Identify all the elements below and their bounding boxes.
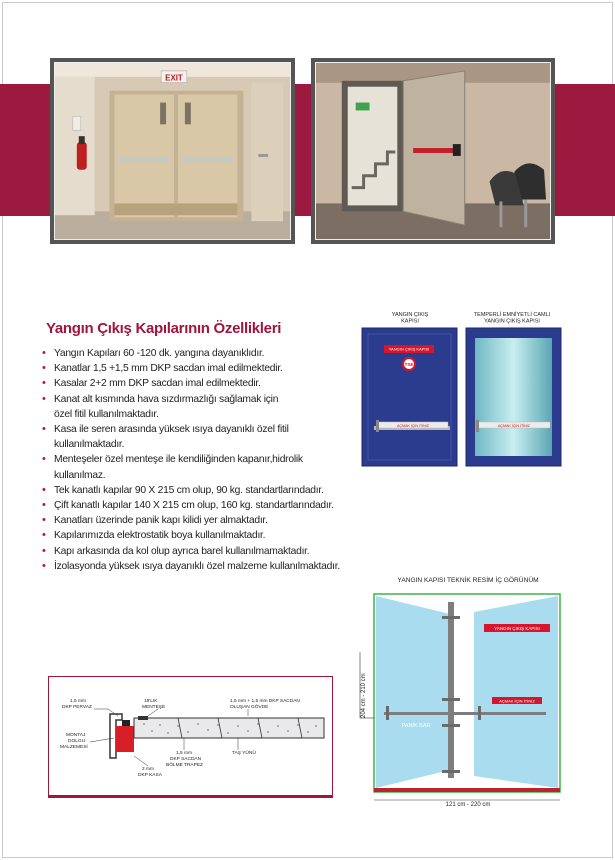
label-bolme-2: DKP SACDAN	[170, 757, 202, 762]
feature-item	[42, 392, 357, 422]
section-diagram	[48, 676, 333, 798]
glass-door-caption-1: TEMPERLİ EMNİYETLİ CAMLI	[473, 312, 551, 318]
feature-text: kullanılmaktadır.	[54, 439, 125, 451]
left-leaf	[376, 596, 450, 788]
tse-seal-text: TSE	[404, 361, 414, 367]
label-tas-yunu: TAŞ YÜNÜ	[232, 751, 256, 756]
feature-item	[42, 346, 357, 361]
feature-item	[42, 422, 357, 452]
glass-panel	[475, 338, 552, 456]
double-door-illustration	[55, 63, 290, 239]
feature-text: • Yangın Kapıları 60 -120 dk. yangına dayanıklıdır.	[54, 348, 265, 359]
label-montaj-1: MONTAJ	[66, 733, 86, 738]
label-dkp-pervaz-2: DKP PERVAZ	[62, 705, 92, 710]
feature-item	[42, 361, 357, 376]
blue-door-caption-1: YANGIN ÇIKIŞ	[391, 312, 429, 318]
feature-text: • Kapı arkasında da kol olup ayrıca barel kullanılmamaktadır.	[54, 545, 310, 557]
blue-door-sign-text: YANGIN ÇIKIŞ KAPISI	[388, 346, 430, 352]
feature-text: • Çift kanatlı kapılar 140 X 215 cm olup, 160 kg. standartlarındadır.	[54, 500, 334, 512]
feature-item	[42, 376, 357, 391]
feature-item	[42, 528, 357, 543]
label-mentese-2: MENTEŞE	[142, 705, 166, 710]
tech-push-text: AÇMAK İÇİN İTİNİZ	[499, 698, 535, 704]
feature-item	[42, 483, 357, 498]
feature-text: • Menteşeler özel menteşe ile kendiliğinden kapanır,hidrolik	[54, 454, 303, 466]
label-montaj-2: DOLGU	[68, 739, 86, 744]
feature-text: • Kasa ile seren arasında yüksek ısıya dayanıklı özel fitil	[54, 424, 289, 436]
feature-item	[42, 513, 357, 528]
label-bolme-3: BÖLME TRAPEZ	[166, 763, 203, 768]
feature-text: • Kanat alt kısmında hava sızdırmazlığı sağlamak için	[54, 393, 279, 405]
label-montaj-3: MALZEMESİ	[60, 745, 88, 750]
width-dimension: 121 cm - 220 cm	[445, 802, 491, 808]
label-govde-1: 1,5 mm + 1,5 mm DKP SACDAN	[230, 699, 300, 704]
feature-text: • İzolasyonda yüksek ısıya dayanıklı özel malzeme kullanılmaktadır.	[54, 560, 340, 572]
feature-text: • Tek kanatlı kapılar 90 X 215 cm olup, 90 kg. standartlarındadır.	[54, 484, 324, 496]
feature-text: • Kanatları üzerinde panik kapı kilidi yer almaktadır.	[54, 515, 268, 527]
photo-double-exit-door	[50, 58, 295, 244]
label-kasa-1: 2 mm	[142, 767, 154, 772]
feature-text: kullanılmaz.	[54, 469, 106, 481]
features-list	[42, 346, 357, 574]
label-mentese-1: 16'LIK	[144, 699, 158, 704]
feature-text: • Kasalar 2+2 mm DKP sacdan imal edilmektedir.	[54, 378, 261, 390]
door-images	[358, 308, 563, 468]
technical-drawing	[350, 572, 575, 808]
tech-sign-text: YANGIN ÇIKIŞ KAPISI	[494, 626, 540, 631]
blue-door-push-label: AÇMAK İÇİN İTİNİZ	[397, 423, 429, 428]
feature-text: • Kapılarımızda elektrostatik boya kullanılmaktadır.	[54, 530, 266, 542]
montaj-fill	[116, 726, 134, 752]
glass-door-push-label: AÇMAK İÇİN İTİNİZ	[498, 423, 530, 428]
panic-bar-label: PANİK BAR	[401, 723, 431, 729]
feature-item	[42, 452, 357, 482]
label-bolme-1: 1,5 mm	[176, 751, 192, 756]
feature-item	[42, 544, 357, 559]
feature-text: özel fitil kullanılmaktadır.	[54, 408, 159, 420]
section-title: Yangın Çıkış Kapılarının Özellikleri	[46, 320, 282, 337]
insulation-panel	[134, 718, 324, 738]
feature-item	[42, 559, 357, 574]
label-kasa-2: DKP KASA	[138, 773, 162, 778]
open-door-illustration	[316, 63, 550, 239]
label-dkp-pervaz-1: 1,5 mm	[70, 699, 86, 704]
feature-item	[42, 498, 357, 513]
blue-door-caption-2: KAPISI	[401, 318, 419, 325]
height-dimension: 204 cm - 210 cm	[361, 673, 367, 718]
photo-open-fire-door	[311, 58, 555, 244]
tech-drawing-title: YANGIN KAPISI TEKNİK RESİM İÇ GÖRÜNÜM	[397, 577, 539, 584]
exit-sign-text: EXIT	[165, 73, 183, 83]
label-govde-2: OLUŞAN GÖVDE	[230, 705, 269, 710]
glass-door-caption-2: YANGIN ÇIKIŞ KAPISI	[484, 318, 540, 325]
feature-text: • Kanatlar 1,5 +1,5 mm DKP sacdan imal edilmektedir.	[54, 363, 283, 375]
